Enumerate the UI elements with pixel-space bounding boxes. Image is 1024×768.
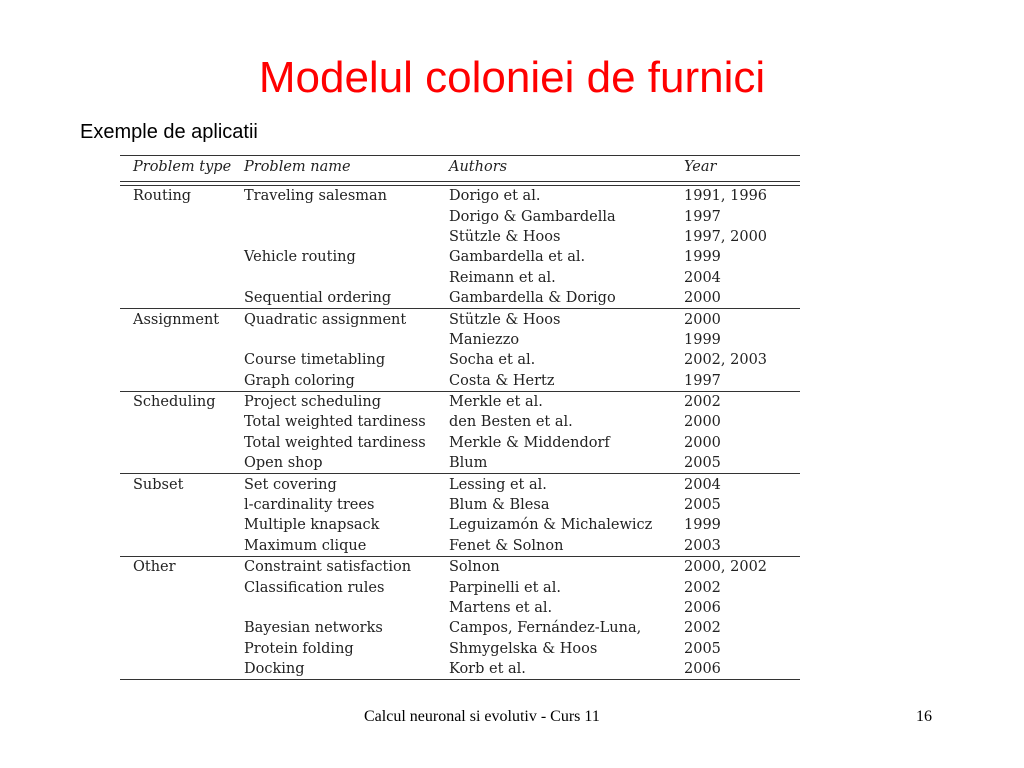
table-row bbox=[120, 474, 800, 494]
table-group-scheduling bbox=[120, 392, 800, 475]
cell-problem-name: Traveling salesman bbox=[244, 188, 388, 205]
table-row bbox=[120, 392, 800, 412]
cell-authors: Parpinelli et al. bbox=[449, 579, 561, 596]
cell-problem-name: l-cardinality trees bbox=[244, 497, 375, 514]
table-row bbox=[120, 515, 800, 535]
cell-year: 1997 bbox=[684, 372, 721, 389]
cell-authors: Korb et al. bbox=[449, 661, 526, 678]
table-group-assignment bbox=[120, 309, 800, 392]
cell-authors: Stützle & Hoos bbox=[449, 311, 561, 328]
cell-year: 1997 bbox=[684, 208, 721, 225]
cell-year: 2006 bbox=[684, 600, 721, 616]
cell-year: 1999 bbox=[684, 517, 721, 534]
cell-year: 2002, 2003 bbox=[684, 352, 768, 369]
cell-year: 2002 bbox=[684, 394, 721, 411]
header-problem-name: Problem name bbox=[244, 159, 351, 175]
table-group-other bbox=[120, 557, 800, 680]
cell-problem-name: Multiple knapsack bbox=[244, 517, 380, 534]
table-header-row bbox=[120, 156, 800, 178]
page-number: 16 bbox=[916, 708, 932, 725]
header-problem-type: Problem type bbox=[133, 159, 232, 175]
cell-authors: Fenet & Solnon bbox=[449, 537, 564, 554]
cell-year: 2000 bbox=[684, 414, 721, 431]
cell-authors: Merkle et al. bbox=[449, 394, 543, 411]
cell-problem-name: Protein folding bbox=[244, 640, 354, 657]
cell-authors: Blum bbox=[449, 455, 488, 472]
cell-year: 2004 bbox=[684, 476, 721, 493]
cell-authors: Reimann et al. bbox=[449, 269, 556, 286]
table-row bbox=[120, 247, 800, 267]
cell-year: 2004 bbox=[684, 269, 721, 286]
cell-problem-type: Subset bbox=[133, 476, 184, 493]
cell-problem-name: Sequential ordering bbox=[244, 290, 392, 307]
cell-problem-type: Assignment bbox=[133, 311, 220, 328]
cell-authors: Blum & Blesa bbox=[449, 497, 550, 514]
table-row bbox=[120, 350, 800, 370]
table-row bbox=[120, 288, 800, 308]
cell-year: 2003 bbox=[684, 537, 721, 554]
table-row bbox=[120, 186, 800, 206]
table-row bbox=[120, 371, 800, 391]
table-group-subset bbox=[120, 474, 800, 557]
table-row bbox=[120, 577, 800, 597]
cell-authors: Gambardella et al. bbox=[449, 249, 586, 266]
table-row bbox=[120, 598, 800, 618]
cell-year: 2005 bbox=[684, 640, 721, 657]
cell-year: 1991, 1996 bbox=[684, 188, 768, 205]
table-row bbox=[120, 557, 800, 577]
slide-title: Modelul coloniei de furnici bbox=[258, 53, 766, 102]
table-row bbox=[120, 268, 800, 288]
cell-problem-type: Routing bbox=[133, 188, 192, 205]
cell-authors: Shmygelska & Hoos bbox=[449, 640, 598, 657]
cell-authors: Solnon bbox=[449, 559, 500, 576]
table-row bbox=[120, 639, 800, 659]
header-authors: Authors bbox=[449, 159, 508, 175]
cell-authors: Stützle & Hoos bbox=[449, 228, 561, 245]
applications-table bbox=[120, 155, 800, 680]
cell-authors: Gambardella & Dorigo bbox=[449, 290, 616, 307]
cell-problem-name: Set covering bbox=[244, 476, 337, 493]
cell-year: 2005 bbox=[684, 497, 721, 514]
cell-problem-name: Course timetabling bbox=[244, 352, 386, 369]
cell-authors: Merkle & Middendorf bbox=[449, 434, 610, 451]
cell-problem-type: Scheduling bbox=[133, 394, 216, 411]
cell-year: 1997, 2000 bbox=[684, 228, 768, 245]
cell-year: 2000 bbox=[684, 311, 721, 328]
cell-authors: den Besten et al. bbox=[449, 414, 573, 431]
cell-problem-name: Bayesian networks bbox=[244, 620, 383, 637]
cell-year: 2006 bbox=[684, 661, 721, 678]
cell-problem-name: Total weighted tardiness bbox=[244, 434, 426, 451]
table-body bbox=[120, 186, 800, 680]
cell-authors: Lessing et al. bbox=[449, 476, 547, 493]
table-row bbox=[120, 227, 800, 247]
cell-problem-name: Constraint satisfaction bbox=[244, 559, 412, 576]
cell-authors: Socha et al. bbox=[449, 352, 536, 369]
cell-problem-name: Vehicle routing bbox=[244, 249, 356, 266]
cell-authors: Dorigo & Gambardella bbox=[449, 208, 616, 225]
cell-authors: Martens et al. bbox=[449, 600, 553, 616]
cell-year: 2000, 2002 bbox=[684, 559, 768, 576]
cell-authors: Maniezzo bbox=[449, 331, 520, 348]
cell-problem-name: Project scheduling bbox=[244, 394, 382, 411]
header-double-rule bbox=[120, 181, 800, 182]
cell-authors: Campos, Fernández-Luna, bbox=[449, 620, 642, 637]
cell-problem-name: Classification rules bbox=[244, 579, 385, 596]
table-group-routing bbox=[120, 186, 800, 309]
table-row bbox=[120, 330, 800, 350]
cell-problem-name: Graph coloring bbox=[244, 372, 355, 389]
cell-year: 2000 bbox=[684, 434, 721, 451]
cell-problem-type: Other bbox=[133, 559, 176, 576]
footer-course-title: Calcul neuronal si evolutiv - Curs 11 bbox=[364, 708, 600, 725]
table-row bbox=[120, 495, 800, 515]
table-row bbox=[120, 453, 800, 473]
table-row bbox=[120, 433, 800, 453]
cell-year: 2002 bbox=[684, 579, 721, 596]
table-row bbox=[120, 618, 800, 638]
table-row bbox=[120, 659, 800, 679]
table-row bbox=[120, 412, 800, 432]
cell-year: 1999 bbox=[684, 331, 721, 348]
table-row bbox=[120, 536, 800, 556]
cell-problem-name: Maximum clique bbox=[244, 537, 367, 554]
cell-problem-name: Quadratic assignment bbox=[244, 311, 407, 328]
cell-year: 1999 bbox=[684, 249, 721, 266]
cell-problem-name: Open shop bbox=[244, 455, 323, 472]
cell-year: 2002 bbox=[684, 620, 721, 637]
header-year: Year bbox=[684, 159, 717, 175]
table-row bbox=[120, 309, 800, 329]
cell-year: 2000 bbox=[684, 290, 721, 307]
cell-authors: Dorigo et al. bbox=[449, 188, 541, 205]
cell-problem-name: Total weighted tardiness bbox=[244, 414, 426, 431]
cell-year: 2005 bbox=[684, 455, 721, 472]
table-row bbox=[120, 206, 800, 226]
slide-subtitle: Exemple de aplicatii bbox=[80, 121, 258, 143]
cell-authors: Costa & Hertz bbox=[449, 372, 555, 389]
cell-authors: Leguizamón & Michalewicz bbox=[449, 517, 653, 534]
cell-problem-name: Docking bbox=[244, 661, 305, 678]
